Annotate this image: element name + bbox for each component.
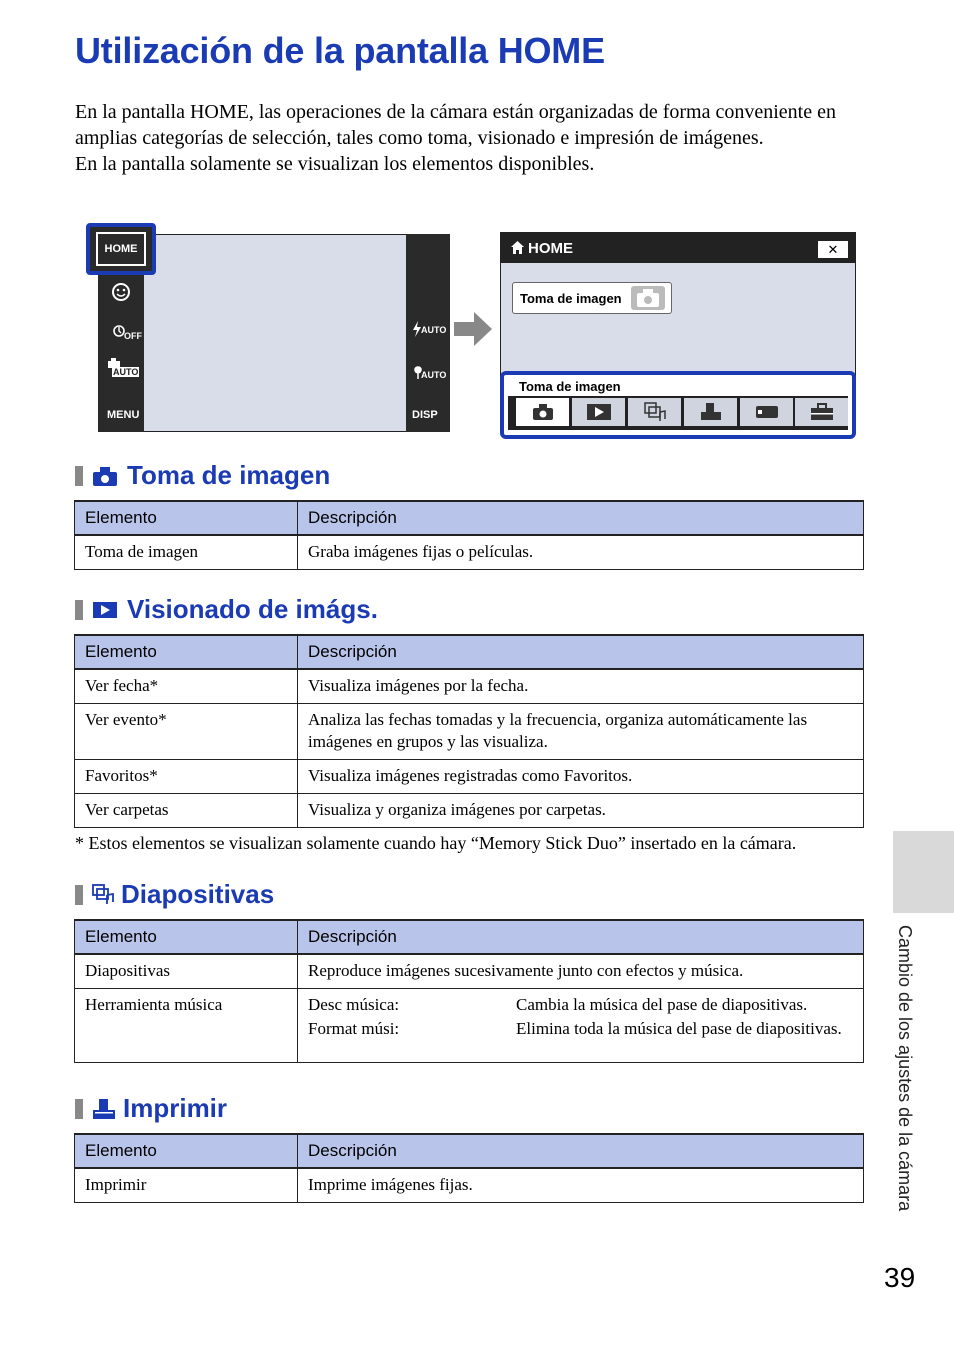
cell-element: Ver carpetas [75, 794, 298, 828]
header-description: Descripción [298, 501, 864, 535]
section-toma-heading [75, 460, 330, 491]
self-timer-label: OFF [124, 331, 142, 341]
rec-mode-label: AUTO [113, 367, 139, 377]
section-marker [75, 1099, 83, 1119]
table-row [75, 1168, 864, 1203]
section-title: Visionado de imágs. [127, 594, 378, 624]
home-screen-title: HOME [528, 240, 573, 257]
play-icon [586, 403, 612, 421]
cell-element: Diapositivas [75, 954, 298, 989]
camera-icon [91, 463, 119, 489]
section-diapositivas-heading [75, 879, 274, 910]
section-marker [75, 885, 83, 905]
table-row [75, 954, 864, 989]
home-button[interactable]: HOME [96, 232, 146, 266]
header-element: Elemento [75, 501, 298, 535]
cell-element: Ver fecha* [75, 669, 298, 704]
cell-element: Imprimir [75, 1168, 298, 1203]
header-element: Elemento [75, 1134, 298, 1168]
toolbox-icon [809, 402, 835, 422]
cell-description: Graba imágenes fijas o películas. [298, 535, 864, 570]
section-title: Toma de imagen [127, 460, 331, 490]
category-shooting[interactable] [516, 398, 569, 426]
cell-element: Ver evento* [75, 704, 298, 760]
cell-element: Toma de imagen [75, 535, 298, 570]
section-visionado-heading [75, 594, 378, 625]
section-title: Imprimir [123, 1093, 228, 1123]
printer-icon [699, 402, 723, 422]
disp-button[interactable]: DISP [412, 409, 438, 421]
cell-description: Reproduce imágenes sucesivamente junto con efectos y música. [298, 954, 864, 989]
side-tab-label [893, 925, 915, 1265]
cell-description [298, 989, 864, 1063]
header-element: Elemento [75, 920, 298, 954]
section-title: Diapositivas [121, 879, 275, 909]
category-viewing[interactable] [572, 398, 625, 426]
table-row [75, 794, 864, 828]
memory-card-icon [754, 403, 780, 421]
table-diapositivas [74, 919, 864, 1063]
section-marker [75, 466, 83, 486]
section-imprimir-heading [75, 1093, 227, 1124]
section-marker [75, 600, 83, 620]
table-imprimir [74, 1133, 864, 1203]
table-row [75, 535, 864, 570]
intro-paragraph-2: En la pantalla solamente se visualizan los elementos disponibles. [75, 153, 595, 175]
play-icon [91, 597, 119, 623]
smile-icon [110, 281, 132, 303]
header-element: Elemento [75, 635, 298, 669]
table-row [75, 669, 864, 704]
camera-icon [531, 403, 555, 421]
macro-label: AUTO [421, 370, 447, 380]
cell-description: Visualiza y organiza imágenes por carpetas. [298, 794, 864, 828]
table-visionado [74, 634, 864, 828]
category-label: Toma de imagen [519, 379, 621, 394]
slideshow-icon [91, 882, 115, 908]
cell-description: Visualiza imágenes por la fecha. [298, 669, 864, 704]
sub-item [308, 994, 853, 1016]
page-title: Utilización de la pantalla HOME [75, 30, 605, 71]
sub-item [308, 1018, 853, 1040]
sub-item-text: Elimina toda la música del pase de diapositivas. [516, 1019, 842, 1038]
header-description: Descripción [298, 1134, 864, 1168]
intro-paragraph-1: En la pantalla HOME, las operaciones de la cámara están organizadas de forma conveniente en amplias categorías de selección, tales como toma, visionado e impresión de imágenes. [75, 101, 836, 149]
close-button[interactable]: ✕ [818, 241, 848, 258]
flash-label: AUTO [421, 325, 447, 335]
menu-button[interactable]: MENU [107, 409, 140, 421]
side-tab-text: Cambio de los ajustes de la cámara [895, 925, 915, 1212]
home-screen-header [501, 233, 855, 263]
camera-icon [631, 286, 665, 310]
sub-item-name: Format músi: [308, 1019, 400, 1038]
cell-element: Favoritos* [75, 760, 298, 794]
table-row [75, 704, 864, 760]
cell-element: Herramienta música [75, 989, 298, 1063]
header-description: Descripción [298, 920, 864, 954]
table-toma [74, 500, 864, 570]
category-print[interactable] [684, 398, 737, 426]
printer-icon [91, 1096, 117, 1122]
page-number: 39 [884, 1262, 916, 1293]
table-row [75, 760, 864, 794]
sub-item-name: Desc música: [308, 995, 400, 1014]
category-settings[interactable] [795, 398, 848, 426]
sub-item-text: Cambia la música del pase de diapositivas. [516, 995, 808, 1014]
house-icon [511, 241, 524, 254]
category-memory[interactable] [740, 398, 793, 426]
cell-description: Visualiza imágenes registradas como Favoritos. [298, 760, 864, 794]
toma-de-imagen-button[interactable] [512, 282, 672, 314]
toma-button-label: Toma de imagen [520, 291, 622, 306]
side-tab [893, 831, 954, 913]
table-row [75, 989, 864, 1063]
footnote: * Estos elementos se visualizan solamente cuando hay “Memory Stick Duo” insertado en la cámara. [75, 833, 797, 853]
intro-text [75, 99, 875, 177]
header-description: Descripción [298, 635, 864, 669]
arrow-right-icon [454, 312, 494, 346]
cell-description: Imprime imágenes fijas. [298, 1168, 864, 1203]
slideshow-icon [643, 401, 667, 423]
cell-description: Analiza las fechas tomadas y la frecuencia, organiza automáticamente las imágenes en grupos y las visualiza. [298, 704, 864, 760]
category-slideshow[interactable] [628, 398, 681, 426]
